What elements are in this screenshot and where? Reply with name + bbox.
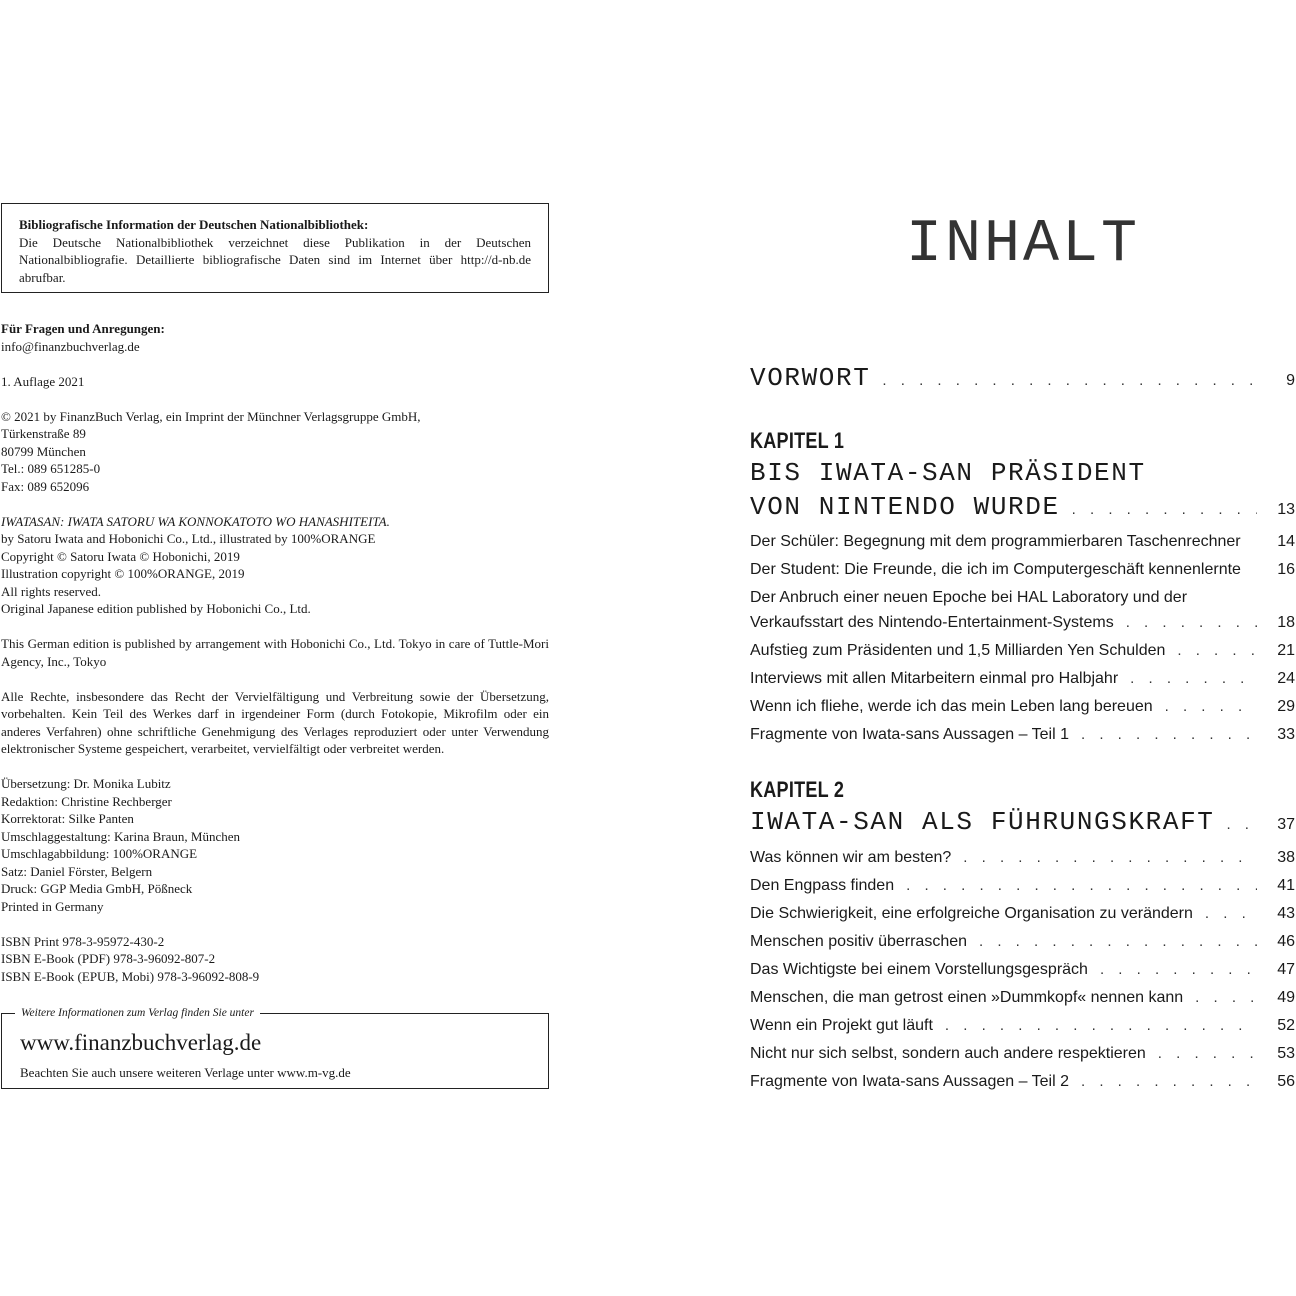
toc-entry[interactable] xyxy=(750,531,1295,553)
toc-entry[interactable] xyxy=(750,724,1295,746)
toc-leader-dots xyxy=(1081,1071,1257,1093)
toc-leader-dots xyxy=(1226,809,1257,841)
publisher-line: Tel.: 089 651285-0 xyxy=(1,461,101,476)
toc-leader-dots xyxy=(945,1015,1257,1037)
credit-line: Redaktion: Christine Rechberger xyxy=(1,793,172,809)
toc-page-number: 47 xyxy=(1277,961,1295,978)
publisher-website-box xyxy=(1,1007,549,1089)
toc-page-number: 14 xyxy=(1277,533,1295,550)
toc-entry-label: Interviews mit allen Mitarbeitern einmal pro Halbjahr xyxy=(750,670,1119,687)
toc-entry[interactable] xyxy=(750,1015,1295,1037)
imprint-text xyxy=(1,320,549,1003)
credit-line: Umschlagabbildung: 100%ORANGE xyxy=(1,846,198,861)
toc-entry[interactable] xyxy=(750,696,1295,718)
toc-leader-dots xyxy=(882,365,1257,397)
toc-entry[interactable] xyxy=(750,1043,1295,1065)
toc-entry-label: Menschen, die man getrost einen »Dummkopf« nennen kann xyxy=(750,989,1184,1006)
chapter-label: KAPITEL 2 xyxy=(750,777,845,802)
toc-page-number: 38 xyxy=(1277,849,1295,866)
toc-page-number: 37 xyxy=(1277,816,1295,833)
toc-entry[interactable] xyxy=(750,931,1295,953)
toc-entry-label: Menschen positiv überraschen xyxy=(750,933,968,950)
toc-entry[interactable] xyxy=(750,903,1295,925)
toc-entry[interactable] xyxy=(750,847,1295,869)
isbn-block xyxy=(1,933,549,986)
toc-page-number: 56 xyxy=(1277,1073,1295,1090)
toc-page-number: 21 xyxy=(1277,642,1295,659)
toc-leader-dots xyxy=(1205,903,1257,925)
toc-entry-label: Wenn ich fliehe, werde ich das mein Leben lang bereuen xyxy=(750,698,1153,715)
edition: 1. Auflage 2021 xyxy=(1,373,85,389)
contact-heading: Für Fragen und Anregungen: xyxy=(1,321,165,336)
toc-leader-dots xyxy=(1165,696,1257,718)
publisher-line: © 2021 by FinanzBuch Verlag, ein Imprint der Münchner Verlagsgruppe GmbH, xyxy=(1,408,421,424)
website-legend: Weitere Informationen zum Verlag finden Sie unter xyxy=(15,1005,260,1021)
website-note: Beachten Sie auch unsere weiteren Verlage unter www.m-vg.de xyxy=(20,1065,351,1080)
toc-page-number: 24 xyxy=(1277,670,1295,687)
toc-entry[interactable] xyxy=(750,640,1295,662)
isbn-line: ISBN Print 978-3-95972-430-2 xyxy=(1,933,165,949)
toc-entry-label: Den Engpass finden xyxy=(750,877,895,894)
toc-leader-dots xyxy=(1195,987,1257,1009)
toc-page-number: 13 xyxy=(1277,501,1295,518)
rights-text: Alle Rechte, insbesondere das Recht der Vervielfältigung und Verbreitung sowie der Übersetzung, vorbehalten. Kein Teil des Werkes darf in irgendeiner Form (durch Fotokopie, Mikrofilm oder ein anderes Verfahren) ohne schriftliche Genehmigung des Verlages reproduziert oder unter Verwendung elektronischer Systeme gespeichert, verarbeitet, vervielfältigt oder verbreitet werden. xyxy=(1,688,549,756)
toc-leader-dots xyxy=(1177,640,1257,662)
toc-title: INHALT xyxy=(905,211,1141,279)
isbn-line: ISBN E-Book (PDF) 978-3-96092-807-2 xyxy=(1,951,216,966)
original-edition-block xyxy=(1,513,549,618)
toc-entry-label: Nicht nur sich selbst, sondern auch andere respektieren xyxy=(750,1045,1146,1062)
toc-entry[interactable] xyxy=(750,875,1295,897)
toc-entry-label: Die Schwierigkeit, eine erfolgreiche Organisation zu verändern xyxy=(750,905,1193,922)
imprint-page xyxy=(0,0,560,1296)
toc-leader-dots xyxy=(1126,612,1257,634)
toc-leader-dots xyxy=(963,847,1257,869)
credits-block xyxy=(1,775,549,915)
isbn-line: ISBN E-Book (EPUB, Mobi) 978-3-96092-808-9 xyxy=(1,968,260,984)
toc-page-number: 46 xyxy=(1277,933,1295,950)
toc-entry-vorwort[interactable] xyxy=(750,362,1295,397)
contact-email: info@finanzbuchverlag.de xyxy=(1,338,140,354)
toc-page-number: 49 xyxy=(1277,989,1295,1006)
toc-page-number: 18 xyxy=(1277,614,1295,631)
chapter-title-line: IWATA-SAN ALS FÜHRUNGSKRAFT xyxy=(750,807,1215,837)
toc-leader-dots xyxy=(1081,724,1257,746)
toc-leader-dots xyxy=(1100,959,1257,981)
original-line: Copyright © Satoru Iwata © Hobonichi, 2019 xyxy=(1,548,240,564)
chapter-title-line: VON NINTENDO WURDE xyxy=(750,492,1060,522)
toc-entry-label: Verkaufsstart des Nintendo-Entertainment-Systems xyxy=(750,614,1114,631)
toc-entry-chapter-1[interactable] xyxy=(750,491,1295,526)
toc-entry-chapter-2[interactable] xyxy=(750,806,1295,841)
credit-line: Satz: Daniel Förster, Belgern xyxy=(1,863,153,879)
toc-page-number: 53 xyxy=(1277,1045,1295,1062)
credit-line: Umschlaggestaltung: Karina Braun, München xyxy=(1,828,240,844)
chapter-label: KAPITEL 1 xyxy=(750,428,845,453)
toc-entry[interactable] xyxy=(750,959,1295,981)
toc-entry-label: Aufstieg zum Präsidenten und 1,5 Milliarden Yen Schulden xyxy=(750,642,1166,659)
toc-entry[interactable] xyxy=(750,612,1295,634)
toc-entry-label: Der Schüler: Begegnung mit dem programmierbaren Taschenrechner xyxy=(750,533,1241,550)
toc-entry-label: Fragmente von Iwata-sans Aussagen – Teil 1 xyxy=(750,726,1069,743)
toc-page-number: 9 xyxy=(1286,372,1295,389)
publisher-line: 80799 München xyxy=(1,443,86,459)
toc-entry[interactable] xyxy=(750,668,1295,690)
toc-entry-label: Der Student: Die Freunde, die ich im Computergeschäft kennenlernte xyxy=(750,561,1241,578)
toc-page-number: 29 xyxy=(1277,698,1295,715)
website-url[interactable]: www.finanzbuchverlag.de xyxy=(20,1030,262,1055)
toc-page-number: 43 xyxy=(1277,905,1295,922)
credit-line: Korrektorat: Silke Panten xyxy=(1,811,134,826)
toc-leader-dots xyxy=(979,931,1257,953)
original-line: Original Japanese edition published by Hobonichi Co., Ltd. xyxy=(1,601,311,616)
bibliographic-heading: Bibliografische Information der Deutschen Nationalbibliothek: xyxy=(19,217,369,232)
publisher-line: Türkenstraße 89 xyxy=(1,426,86,441)
toc-entry-label: Was können wir am besten? xyxy=(750,849,952,866)
toc-page-number: 16 xyxy=(1277,561,1295,578)
original-line: Illustration copyright © 100%ORANGE, 2019 xyxy=(1,566,245,581)
toc-entry[interactable] xyxy=(750,559,1295,581)
edition-block xyxy=(1,373,549,391)
original-title: IWATASAN: IWATA SATORU WA KONNOKATOTO WO HANASHITEITA. xyxy=(1,513,390,529)
toc-page-number: 33 xyxy=(1277,726,1295,743)
german-edition-block xyxy=(1,635,549,670)
toc-leader-dots xyxy=(1158,1043,1257,1065)
credit-line: Printed in Germany xyxy=(1,898,104,914)
toc-leader-dots xyxy=(1072,494,1257,526)
toc-entry[interactable] xyxy=(750,1071,1295,1093)
credit-line: Übersetzung: Dr. Monika Lubitz xyxy=(1,776,171,791)
publisher-block xyxy=(1,408,549,496)
contact-block xyxy=(1,320,549,355)
chapter-title-line: BIS IWATA-SAN PRÄSIDENT xyxy=(750,458,1146,488)
bibliographic-text: Die Deutsche Nationalbibliothek verzeichnet diese Publikation in der Deutschen Nationalbibliografie. Detaillierte bibliografische Daten sind im Internet über http://d-nb.de abrufbar. xyxy=(19,234,531,285)
credit-line: Druck: GGP Media GmbH, Pößneck xyxy=(1,881,193,896)
publisher-line: Fax: 089 652096 xyxy=(1,478,90,494)
toc-entry-label-line[interactable]: Der Anbruch einer neuen Epoche bei HAL Laboratory und der xyxy=(750,589,1188,606)
toc-page-number: 52 xyxy=(1277,1017,1295,1034)
original-line: by Satoru Iwata and Hobonichi Co., Ltd., illustrated by 100%ORANGE xyxy=(1,531,376,546)
toc-entry[interactable] xyxy=(750,987,1295,1009)
original-line: All rights reserved. xyxy=(1,583,102,599)
toc-entry-label: Fragmente von Iwata-sans Aussagen – Teil 2 xyxy=(750,1073,1069,1090)
toc-entry-label: VORWORT xyxy=(750,363,871,393)
bibliographic-info-box xyxy=(1,203,549,293)
toc-entry-label: Wenn ein Projekt gut läuft xyxy=(750,1017,933,1034)
german-edition-text: This German edition is published by arrangement with Hobonichi Co., Ltd. Tokyo in care of Tuttle-Mori Agency, Inc., Tokyo xyxy=(1,636,549,669)
toc-leader-dots xyxy=(1130,668,1257,690)
toc-entry-label: Das Wichtigste bei einem Vorstellungsgespräch xyxy=(750,961,1088,978)
toc-leader-dots xyxy=(906,875,1257,897)
toc-page-number: 41 xyxy=(1277,877,1295,894)
rights-block xyxy=(1,688,549,758)
